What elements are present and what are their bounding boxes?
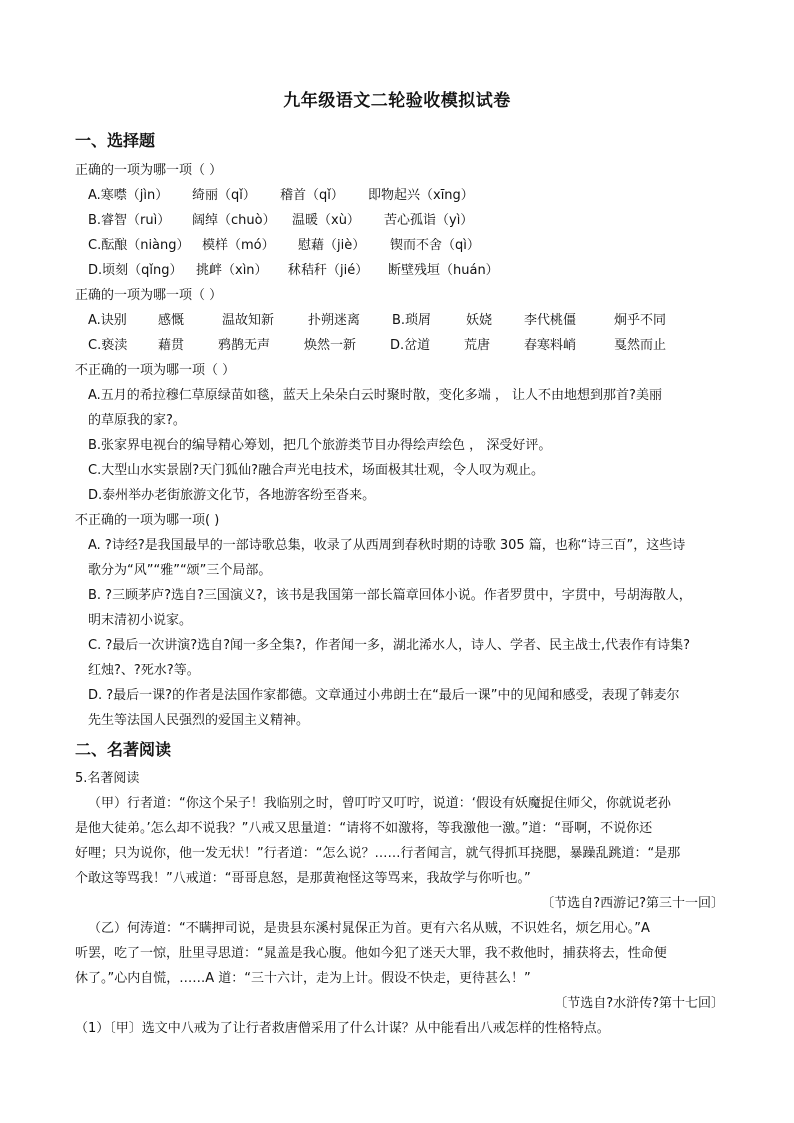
option-item: 温暖（xù） bbox=[292, 213, 360, 228]
option-item: 扑朔迷离 bbox=[308, 313, 361, 328]
question-1-option-c bbox=[88, 237, 480, 255]
page-title: 九年级语文二轮验收模拟试卷 bbox=[283, 91, 511, 111]
question-4-option-b-cont: 明末清初小说家。 bbox=[88, 613, 193, 628]
question-3-option-c: C.大型山水实景剧?天门狐仙?融合声光电技术，场面极其壮观，令人叹为观止。 bbox=[88, 463, 545, 478]
question-1-option-a bbox=[88, 187, 474, 205]
question-4-option-d: D. ?最后一课?的作者是法国作家都德。文章通过小弗朗士在“最后一课”中的见闻和感受，表现了韩麦尔 bbox=[88, 688, 680, 703]
passage-yi-source: 〔节选自?水浒传?第十七回〕 bbox=[554, 996, 724, 1011]
question-4-option-b: B. ?三顾茅庐?选自?三国演义?，该书是我国第一部长篇章回体小说。作者罗贯中，字贯中，号胡海散人， bbox=[88, 588, 692, 603]
option-item: 稽首（qǐ） bbox=[280, 188, 344, 203]
passage-jia-line: 个敢这等骂我！”八戒道：“哥哥息怒，是那黄袍怪这等骂来，我故学与你听也。” bbox=[75, 871, 531, 886]
option-item: C.亵渎 bbox=[88, 338, 128, 353]
question-5-sub-1: （1）〔甲〕选文中八戒为了让行者救唐僧采用了什么计谋？从中能看出八戒怎样的性格特点。 bbox=[75, 1021, 610, 1036]
option-item: D.顷刻（qǐng） bbox=[88, 263, 183, 278]
passage-jia-source: 〔节选自?西游记?第三十一回〕 bbox=[541, 896, 724, 911]
option-item: D.岔道 bbox=[390, 338, 431, 353]
question-3-stem: 不正确的一项为哪一项（ ） bbox=[75, 363, 236, 378]
option-item: 阔绰（chuò） bbox=[192, 213, 276, 228]
option-item: 藉贯 bbox=[158, 338, 185, 353]
passage-yi-line: 听罢，吃了一惊，肚里寻思道：“晁盖是我心腹。他如今犯了迷天大罪，我不救他时，捕获将去，性命便 bbox=[75, 946, 667, 961]
option-item: B.睿智（ruì） bbox=[88, 213, 171, 228]
passage-yi-line: 休了。”心内自慌，……A 道：“三十六计，走为上计。假设不快走，更待甚么！” bbox=[75, 971, 531, 986]
option-item: A.诀别 bbox=[88, 313, 127, 328]
question-1-stem: 正确的一项为哪一项（ ） bbox=[75, 163, 223, 178]
option-item: 温故知新 bbox=[222, 313, 275, 328]
question-4-option-c-cont: 红烛?、?死水?等。 bbox=[88, 663, 200, 678]
option-item: 妖娆 bbox=[466, 313, 493, 328]
option-item: A.寒噤（jìn） bbox=[88, 188, 169, 203]
option-item: 慰藉（jiè） bbox=[298, 238, 366, 253]
question-3-option-a-cont: 的草原我的家?。 bbox=[88, 413, 186, 428]
option-item: 戛然而止 bbox=[614, 338, 667, 353]
option-item: 模样（mó） bbox=[202, 238, 275, 253]
question-3-option-a: A.五月的希拉穆仁草原绿苗如毯，蓝天上朵朵白云时聚时散，变化多端 ， 让人不由地想到那首?美丽 bbox=[88, 388, 662, 403]
option-item: 炯乎不同 bbox=[614, 313, 667, 328]
question-4-option-c: C. ?最后一次讲演?选自?闻一多全集?，作者闻一多，湖北浠水人，诗人、学者、民主战士,代表作有诗集? bbox=[88, 638, 690, 653]
option-item: 焕然一新 bbox=[304, 338, 357, 353]
option-item: 苦心孤诣（yì） bbox=[384, 213, 474, 228]
option-item: B.琐屑 bbox=[392, 313, 432, 328]
option-item: 绮丽（qǐ） bbox=[192, 188, 256, 203]
option-item: 即物起兴（xīng） bbox=[368, 188, 474, 203]
question-4-option-d-cont: 先生等法国人民强烈的爱国主义精神。 bbox=[88, 713, 310, 728]
question-1-option-d bbox=[88, 262, 499, 280]
passage-jia-line: 是他大徒弟。’怎么却不说我？”八戒又思量道：“请将不如激将，等我激他一激。”道：“哥啊，不说你还 bbox=[75, 821, 653, 836]
section-heading-choice: 一、选择题 bbox=[75, 131, 156, 150]
question-2-stem: 正确的一项为哪一项（ ） bbox=[75, 288, 223, 303]
option-item: 断壁残垣（huán） bbox=[388, 263, 499, 278]
question-4-stem: 不正确的一项为哪一项( ) bbox=[75, 513, 220, 528]
option-item: 李代桃僵 bbox=[524, 313, 577, 328]
question-1-option-b bbox=[88, 212, 473, 230]
option-item: 感慨 bbox=[158, 313, 185, 328]
question-3-option-d: D.泰州举办老街旅游文化节，各地游客纷至沓来。 bbox=[88, 488, 376, 503]
passage-yi-line: （乙）何涛道：“不瞒押司说，是贵县东溪村晁保正为首。更有六名从贼，不识姓名，烦乞用心。”A bbox=[88, 921, 650, 936]
option-item: 春寒料峭 bbox=[524, 338, 577, 353]
section-heading-reading: 二、名著阅读 bbox=[75, 740, 172, 759]
question-4-option-a: A. ?诗经?是我国最早的一部诗歌总集，收录了从西周到春秋时期的诗歌 305 篇，也称“诗三百”，这些诗 bbox=[88, 538, 686, 553]
question-4-option-a-cont: 歌分为“风”“雅”“颂”三个局部。 bbox=[88, 563, 272, 578]
question-5-label: 5.名著阅读 bbox=[75, 771, 140, 786]
question-2-options-cd bbox=[88, 337, 666, 355]
question-2-options-ab bbox=[88, 312, 666, 330]
option-item: C.酝酿（niàng） bbox=[88, 238, 190, 253]
option-item: 秫秸秆（jié） bbox=[288, 263, 369, 278]
option-item: 荒唐 bbox=[464, 338, 491, 353]
option-item: 鸦鹊无声 bbox=[218, 338, 271, 353]
option-item: 锲而不舍（qì） bbox=[390, 238, 480, 253]
option-item: 挑衅（xìn） bbox=[196, 263, 268, 278]
question-3-option-b: B.张家界电视台的编导精心筹划，把几个旅游类节目办得绘声绘色 ， 深受好评。 bbox=[88, 438, 552, 453]
passage-jia-line: （甲）行者道：“你这个呆子！我临别之时，曾叮咛又叮咛，说道：‘假设有妖魔捉住师父，你就说老孙 bbox=[88, 796, 671, 811]
passage-jia-line: 好哩；只为说你，他一发无状！”行者道：“怎么说？……行者闻言，就气得抓耳挠腮，暴躁乱跳道：“是那 bbox=[75, 846, 681, 861]
